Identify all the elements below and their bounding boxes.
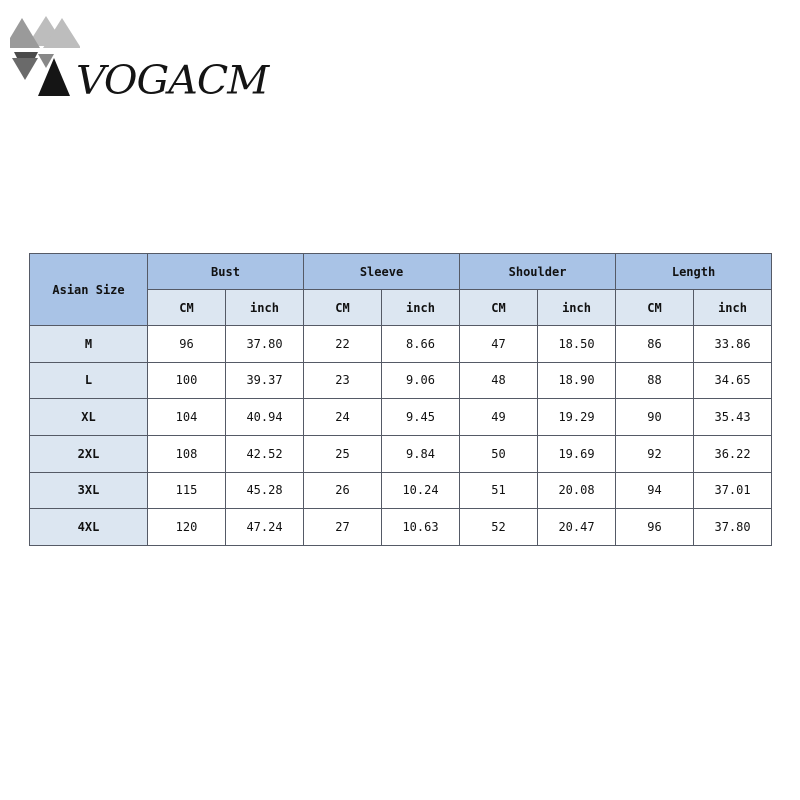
measurement-cell: 86 <box>616 326 694 363</box>
unit-header: CM <box>148 290 226 326</box>
triangle-cluster-icon <box>10 14 80 102</box>
measurement-cell: 42.52 <box>226 435 304 472</box>
unit-header: CM <box>460 290 538 326</box>
size-label-cell: 4XL <box>30 509 148 546</box>
table-row <box>30 509 772 546</box>
measurement-cell: 20.08 <box>538 472 616 509</box>
measurement-cell: 9.06 <box>382 362 460 399</box>
size-label-cell: 3XL <box>30 472 148 509</box>
measurement-cell: 100 <box>148 362 226 399</box>
length-header: Length <box>616 254 772 290</box>
unit-header: inch <box>694 290 772 326</box>
shoulder-header: Shoulder <box>460 254 616 290</box>
table-row <box>30 435 772 472</box>
measurement-cell: 20.47 <box>538 509 616 546</box>
measurement-cell: 9.45 <box>382 399 460 436</box>
size-label-cell: XL <box>30 399 148 436</box>
measurement-cell: 96 <box>148 326 226 363</box>
asian-size-header: Asian Size <box>30 254 148 326</box>
measurement-cell: 26 <box>304 472 382 509</box>
measurement-cell: 108 <box>148 435 226 472</box>
measurement-cell: 36.22 <box>694 435 772 472</box>
measurement-cell: 27 <box>304 509 382 546</box>
table-row <box>30 326 772 363</box>
measurement-cell: 24 <box>304 399 382 436</box>
measurement-cell: 25 <box>304 435 382 472</box>
bust-header: Bust <box>148 254 304 290</box>
unit-header: CM <box>304 290 382 326</box>
measurement-cell: 115 <box>148 472 226 509</box>
measurement-cell: 9.84 <box>382 435 460 472</box>
measurement-cell: 90 <box>616 399 694 436</box>
measurement-cell: 8.66 <box>382 326 460 363</box>
measurement-cell: 35.43 <box>694 399 772 436</box>
measurement-cell: 39.37 <box>226 362 304 399</box>
measurement-cell: 92 <box>616 435 694 472</box>
unit-header: inch <box>382 290 460 326</box>
brand-logo <box>10 14 269 103</box>
measurement-cell: 37.80 <box>694 509 772 546</box>
measurement-cell: 18.90 <box>538 362 616 399</box>
measurement-cell: 18.50 <box>538 326 616 363</box>
brand-wordmark: VOGACM <box>76 57 269 103</box>
measurement-cell: 22 <box>304 326 382 363</box>
measurement-cell: 19.69 <box>538 435 616 472</box>
measurement-cell: 52 <box>460 509 538 546</box>
measurement-cell: 40.94 <box>226 399 304 436</box>
measurement-cell: 37.80 <box>226 326 304 363</box>
measurement-cell: 120 <box>148 509 226 546</box>
measurement-cell: 47 <box>460 326 538 363</box>
measurement-cell: 48 <box>460 362 538 399</box>
measurement-cell: 96 <box>616 509 694 546</box>
measurement-cell: 37.01 <box>694 472 772 509</box>
size-label-cell: 2XL <box>30 435 148 472</box>
size-label-cell: M <box>30 326 148 363</box>
measurement-cell: 19.29 <box>538 399 616 436</box>
table-row <box>30 472 772 509</box>
measurement-cell: 45.28 <box>226 472 304 509</box>
measurement-cell: 104 <box>148 399 226 436</box>
measurement-cell: 88 <box>616 362 694 399</box>
measurement-cell: 49 <box>460 399 538 436</box>
unit-header: inch <box>538 290 616 326</box>
size-label-cell: L <box>30 362 148 399</box>
measurement-cell: 50 <box>460 435 538 472</box>
measurement-cell: 10.24 <box>382 472 460 509</box>
measurement-cell: 33.86 <box>694 326 772 363</box>
group-header-row <box>30 254 772 290</box>
measurement-cell: 51 <box>460 472 538 509</box>
sleeve-header: Sleeve <box>304 254 460 290</box>
unit-header: CM <box>616 290 694 326</box>
size-chart-table <box>29 253 772 546</box>
measurement-cell: 34.65 <box>694 362 772 399</box>
table-row <box>30 399 772 436</box>
measurement-cell: 10.63 <box>382 509 460 546</box>
measurement-cell: 23 <box>304 362 382 399</box>
measurement-cell: 47.24 <box>226 509 304 546</box>
unit-header: inch <box>226 290 304 326</box>
measurement-cell: 94 <box>616 472 694 509</box>
table-row <box>30 362 772 399</box>
